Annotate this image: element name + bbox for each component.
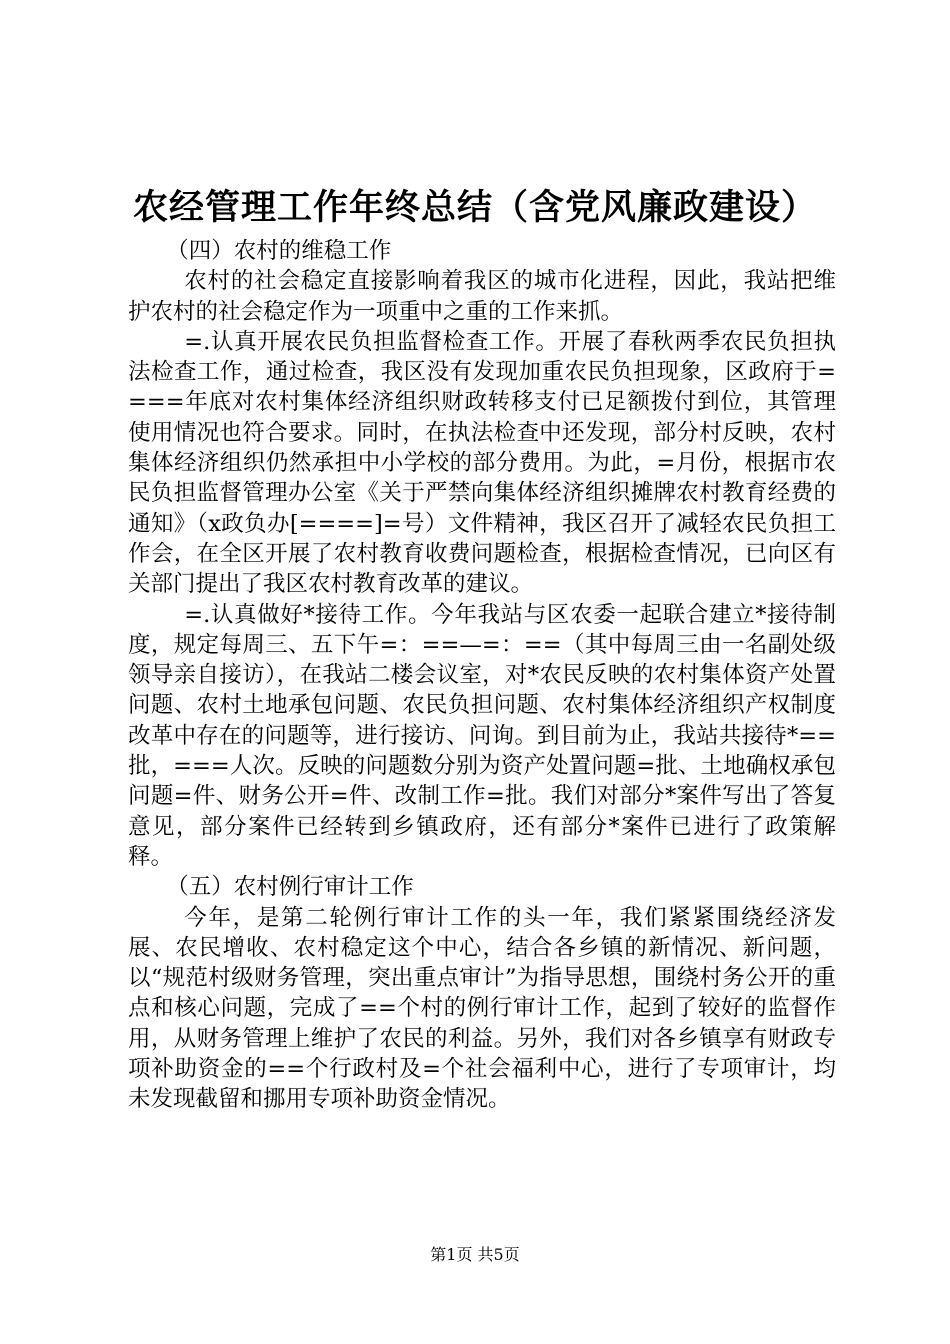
section-heading-stability: （四）农村的维稳工作 [166,238,392,264]
paragraph-stability-intro: 农村的社会稳定直接影响着我区的城市化进程，因此，我站把维护农村的社会稳定作为一项重中之重的工作来抓。 [128,268,836,325]
document-title: 农经管理工作年终总结（含党风廉政建设） [132,187,817,228]
paragraph-farmer-burden: =.认真开展农民负担监督检查工作。开展了春秋两季农民负担执法检查工作，通过检查，我区没有发现加重农民负担现象，区政府于====年底对农村集体经济组织财政转移支付已足额拨付到位，其管理使用情况也符合要求。同时，在执法检查中还发现，部分村反映，农村集体经济组织仍然承担中小学校的部分费用。为此，=月份，根据市农民负担监督管理办公室《关于严禁向集体经济组织摊牌农村教育经费的通知》（x政负办[====]=号）文件精神，我区召开了减轻农民负担工作会，在全区开展了农村教育收费问题检查，根据检查情况，已向区有关部门提出了我区农村教育改革的建议。 [128,328,836,598]
section-heading-audit: （五）农村例行审计工作 [166,874,414,901]
page-footer: 第1页 共5页 [430,1245,520,1264]
paragraph-reception-work: =.认真做好*接待工作。今年我站与区农委一起联合建立*接待制度，规定每周三、五下午=：==—=：==（其中每周三由一名副处级领导亲自接访），在我站二楼会议室，对*农民反映的农村集体资产处置问题、农村土地承包问题、农民负担问题、农村集体经济组织产权制度改革中存在的问题等，进行接访、问询。到目前为止，我站共接待*==批，===人次。反映的问题数分别为资产处置问题=批、土地确权承包问题=件、财务公开=件、改制工作=批。我们对部分*案件写出了答复意见，部分案件已经转到乡镇政府，还有部分*案件已进行了政策解释。 [128,601,836,870]
paragraph-routine-audit: 今年，是第二轮例行审计工作的头一年，我们紧紧围绕经济发展、农民增收、农村稳定这个中心，结合各乡镇的新情况、新问题，以“规范村级财务管理，突出重点审计”为指导思想，围绕村务公开的重点和核心问题，完成了==个村的例行审计工作，起到了较好的监督作用，从财务管理上维护了农民的利益。另外，我们对各乡镇享有财政专项补助资金的==个行政村及=个社会福利中心，进行了专项审计，均未发现截留和挪用专项补助资金情况。 [128,904,836,1113]
document-body [128,236,836,1115]
